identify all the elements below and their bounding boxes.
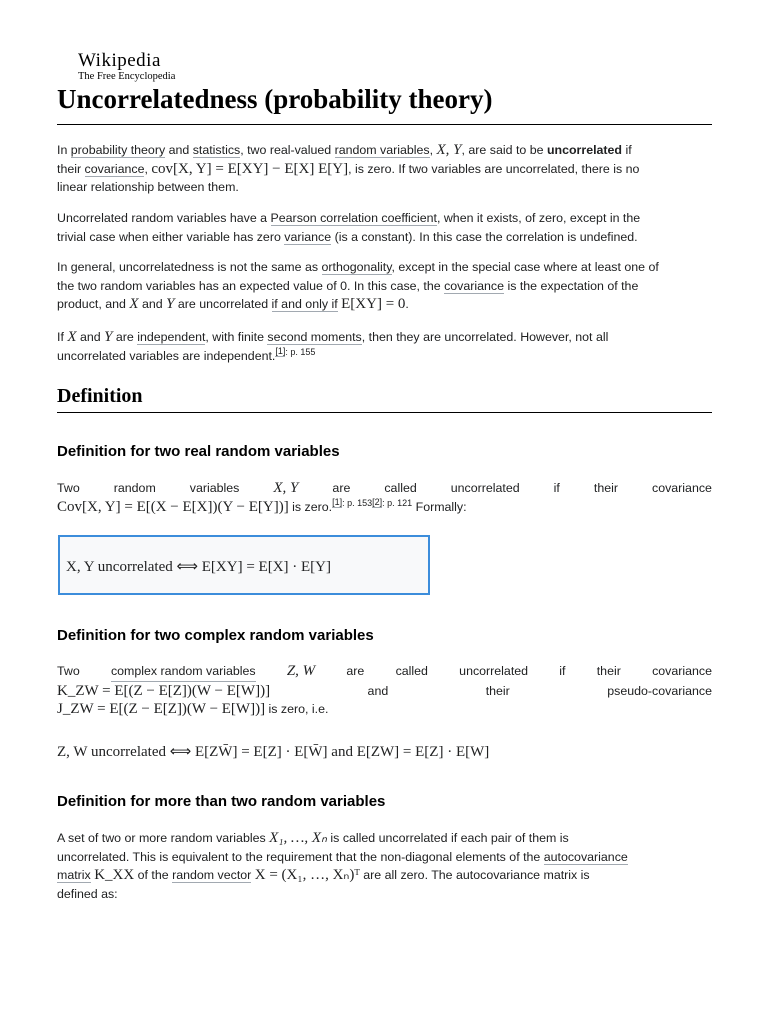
subheading-two-complex: Definition for two complex random variables [57,627,374,644]
subheading-more-than-two: Definition for more than two random variables [57,793,386,810]
math-cov-definition: Cov[X, Y] = E[(X − E[X])(Y − E[Y])] [57,498,289,515]
math-cov-formula: cov[X, Y] = E[XY] − E[X] E[Y] [151,160,349,177]
link-random-vector[interactable]: random vector [172,868,252,882]
link-if-and-only-if[interactable]: if and only if [271,297,338,311]
intro-paragraph-2: Uncorrelated random variables have a Pearson correlation coefficient, when it exists, of zero, except in the trivial case when either variable has zero variance (is a constant). In this case the correlation is undefined. [57,211,641,244]
page-title: Uncorrelatedness (probability theory) [57,84,493,114]
math-xy: X, Y [436,142,462,158]
citation-1b[interactable]: [1]: p. 153[2]: p. 121 [332,497,413,508]
math-exy-zero: E[XY] = 0 [341,296,406,312]
wordmark: Wikipedia [78,50,161,71]
intro-paragraph-1: In probability theory and statistics, two real-valued random variables, X, Y, are said to be uncorrelated if their covariance, cov[X, Y] = E[XY] − E[X] E[Y], is zero. If two variables are uncorrelated, there is no linear relationship between them. [57,142,640,194]
title-divider [57,124,712,125]
section-divider [57,412,712,413]
math-kxx: K_XX [94,867,135,883]
term-uncorrelated: uncorrelated [546,143,623,157]
link-second-moments[interactable]: second moments [267,330,362,344]
link-independent[interactable]: independent [137,330,206,344]
sub3-paragraph: A set of two or more random variables X₁, …, Xₙ is called uncorrelated if each pair of them is uncorrelated. This is equivalent to the requirement that the non-diagonal elements of the autocovariance matrix K_XX of the random vector X = (X₁, …, Xₙ)ᵀ are all zero. The autocovariance matrix is defined as: [57,830,628,901]
link-complex-random-variables[interactable]: complex random variables [111,662,256,682]
link-pearson-correlation[interactable]: Pearson correlation coefficient [270,211,437,225]
sub1-paragraph: Two random variables X, Y are called uncorrelated if their covariance Cov[X, Y] = E[(X − E[X])(Y − E[Y])] is zero.$^{[1]: p. 153[2]: p. 121}$ Formally: [57,480,712,515]
link-orthogonality[interactable]: orthogonality [321,260,392,274]
math-vector-x: X = (X₁, …, Xₙ)ᵀ [254,867,360,883]
subheading-two-real: Definition for two real random variables [57,443,340,460]
math-uncorrelated-equivalence: X, Y uncorrelated ⟺ E[XY] = E[X] · E[Y] [66,559,332,575]
intro-paragraph-3: In general, uncorrelatedness is not the same as orthogonality, except in the special case where at least one of the two random variables has an expected value of 0. In this case, the covariance is the expectation of the product, and X and Y are uncorrelated if and only if E[XY] = 0. [57,260,659,312]
tagline: The Free Encyclopedia [78,71,176,82]
sub2-paragraph: Two complex random variables Z, W are called uncorrelated if their covariance K_ZW = E[(Z − E[Z])(W − E[W])] and their pseudo-covariance J_ZW = E[(Z − E[Z])(W − E[W])] is zero, i.e. [57,663,712,717]
formula-box [58,535,430,595]
math-kzw: K_ZW = E[(Z − E[Z])(W − E[W])] [57,682,271,699]
wikipedia-logo[interactable] [78,50,175,82]
link-matrix[interactable]: matrix [57,868,91,882]
intro-paragraph-4: If X and Y are independent, with finite second moments, then they are uncorrelated. However, not all uncorrelated variables are independent.$^{[1]: p. 155}$ [57,329,609,363]
link-variance[interactable]: variance [284,229,332,244]
section-heading-definition: Definition [57,385,143,407]
link-autocovariance[interactable]: autocovariance [543,849,628,864]
math-jzw: J_ZW = E[(Z − E[Z])(W − E[W])] [57,701,266,717]
link-covariance[interactable]: covariance [84,161,145,176]
link-covariance-2[interactable]: covariance [444,278,505,293]
link-random-variables[interactable]: random variables [334,143,430,157]
math-x1-xn: X₁, …, Xₙ [269,830,327,846]
link-probability-theory[interactable]: probability theory [70,143,166,157]
math-complex-uncorrelated: Z, W uncorrelated ⟺ E[ZW̄] = E[Z] · E[W̄] and E[ZW] = E[Z] · E[W] [57,744,490,760]
link-statistics[interactable]: statistics [192,143,241,157]
citation-1[interactable]: [1]: p. 155 [275,346,316,357]
